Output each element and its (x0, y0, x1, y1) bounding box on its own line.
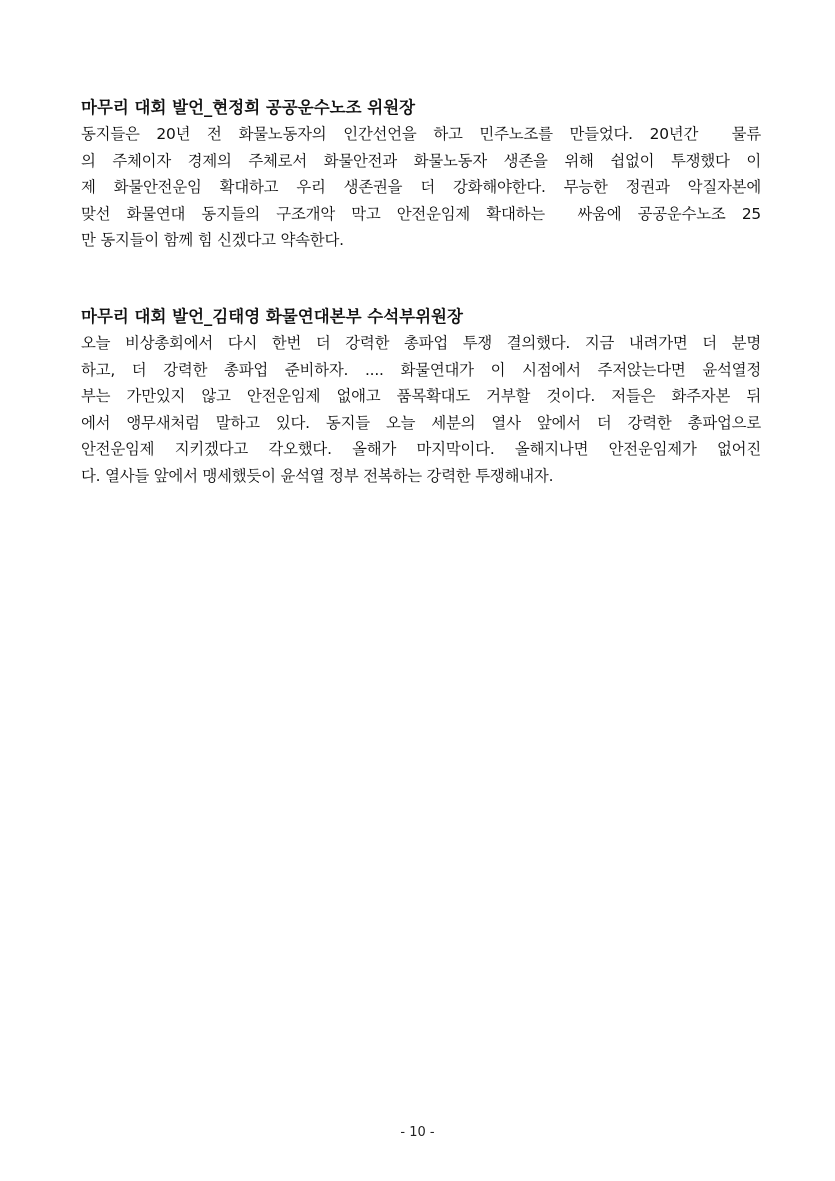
paragraph-line: 안전운임제 지키겠다고 각오했다. 올해가 마지막이다. 올해지나면 안전운임제가 없어진 (81, 440, 761, 458)
paragraph-line: 동지들은 20년 전 화물노동자의 인간선언을 하고 민주노조를 만들었다. 20년간 물류 (81, 125, 761, 143)
paragraph-line: 다. 열사들 앞에서 맹세했듯이 윤석열 정부 전복하는 강력한 투쟁해내자. (81, 466, 554, 485)
section-heading: 마무리 대회 발언_현정희 공공운수노조 위원장 (81, 98, 416, 117)
paragraph-line: 오늘 비상총회에서 다시 한번 더 강력한 총파업 투쟁 결의했다. 지금 내려가면 더 분명 (81, 334, 761, 352)
paragraph-line: 맞선 화물연대 동지들의 구조개악 막고 안전운임제 확대하는 싸움에 공공운수노조 25 (81, 204, 761, 223)
paragraph-line: 에서 앵무새처럼 말하고 있다. 동지들 오늘 세분의 열사 앞에서 더 강력한 총파업으로 (81, 413, 761, 432)
paragraph-line: 의 주체이자 경제의 주체로서 화물안전과 화물노동자 생존을 위해 쉽없이 투쟁했다 이 (81, 151, 761, 170)
section-heading: 마무리 대회 발언_김태영 화물연대본부 수석부위원장 (81, 307, 463, 326)
paragraph-line: 하고, 더 강력한 총파업 준비하자. .... 화물연대가 이 시점에서 주저앉는다면 윤석열정 (81, 360, 761, 379)
page-number: - 10 - (400, 1125, 435, 1140)
paragraph-line: 부는 가만있지 않고 안전운임제 없애고 품목확대도 거부할 것이다. 저들은 화주자본 뒤 (81, 387, 761, 405)
speech-section-kim (81, 304, 761, 489)
speech-section-hyun (81, 95, 761, 254)
paragraph-line: 만 동지들이 함께 힘 신겠다고 약속한다. (81, 231, 344, 249)
paragraph-line: 제 화물안전운임 확대하고 우리 생존권을 더 강화해야한다. 무능한 정권과 악질자본에 (81, 178, 761, 196)
